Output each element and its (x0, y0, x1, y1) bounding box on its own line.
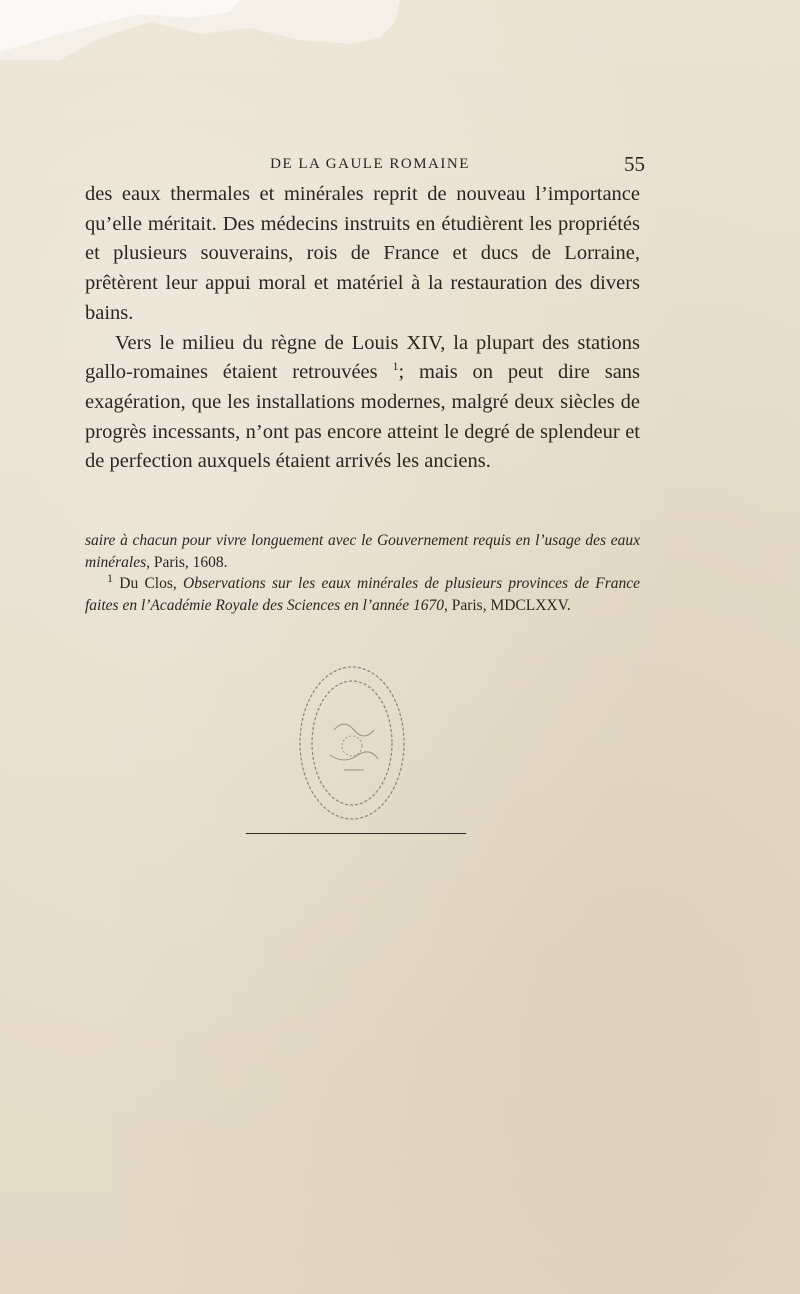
running-title: DE LA GAULE ROMAINE (270, 156, 470, 172)
footnote-ref: 1 (392, 359, 399, 374)
footnote-continued (85, 530, 640, 573)
footnote-1-mark: 1 (107, 570, 113, 585)
footnote-continued-title: saire à chacun pour vivre longuement avec le Gouvernement requis en l’usage des eaux minérales (85, 532, 640, 571)
footnotes (85, 530, 640, 616)
paragraph-2-end: ; mais on peut dire sans exagération, que les installations modernes, malgré deux siècles de progrès incessants, n’ont pas encore atteint le degré de splendeur et de perfection auxquels étaient arrivés les anciens. (85, 361, 641, 473)
paragraph-2 (85, 329, 640, 478)
footnote-1-title: Observations sur les eaux minérales de plusieurs provinces de France faites en l’Académie Royale des Sciences en l’année 1670 (85, 575, 640, 614)
torn-corner-icon (0, 0, 400, 60)
bottom-rule (246, 833, 466, 834)
footnote-1 (85, 570, 640, 616)
body-text (85, 180, 640, 477)
library-stamp-icon (294, 660, 410, 826)
page-number: 55 (624, 152, 645, 176)
running-head (85, 152, 655, 176)
footnote-1-rest: , Paris, MDCLXXV. (443, 596, 571, 614)
footnote-1-author: Du Clos, (113, 575, 184, 592)
paragraph-2-start: Vers le milieu du règne de Louis XIV, la plupart des stations gallo-romaines étaient retrouvées (85, 331, 640, 384)
footnote-continued-rest: , Paris, 1608. (146, 553, 228, 571)
paragraph-1: des eaux thermales et minérales reprit de nouveau l’importance qu’elle méritait. Des médecins instruits en étudièrent les propriétés et plusieurs souverains, rois de France et ducs de Lorraine, prêtèrent leur appui moral et matériel à la restauration des divers bains. (85, 183, 640, 324)
